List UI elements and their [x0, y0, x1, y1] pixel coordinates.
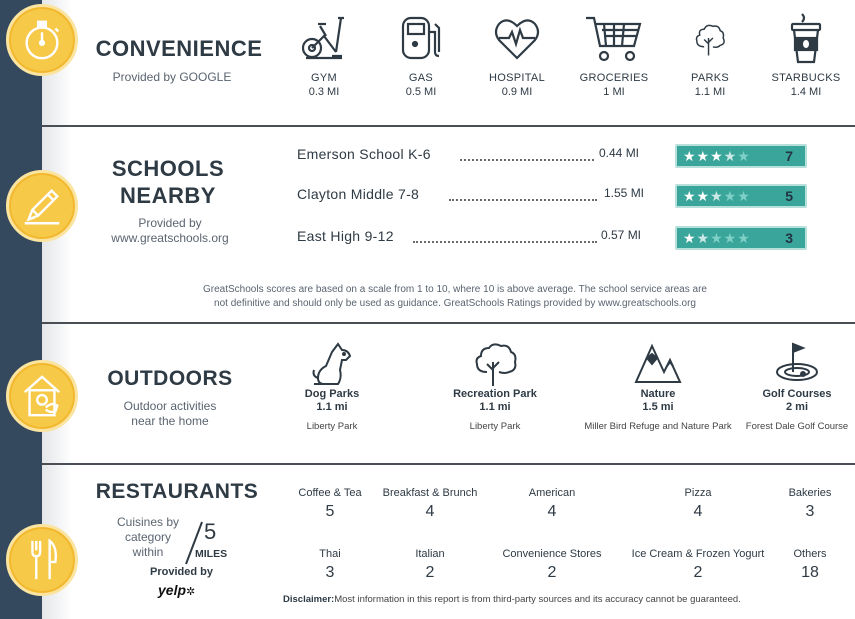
schools-note-line2: not definitive and should only be used as guidance. GreatSchools Ratings provided by www.greatschools.org	[214, 298, 696, 309]
school-name: East High 9-12	[297, 228, 394, 244]
restaurant-category-count: 4	[547, 503, 557, 520]
gas-pump-icon	[395, 12, 447, 64]
restaurant-category-count: 4	[693, 503, 703, 520]
restaurant-category	[504, 487, 600, 521]
conv-item-groceries	[574, 12, 654, 98]
outdoor-item-nature[interactable]	[584, 340, 732, 433]
radius-unit: MILES	[195, 548, 228, 560]
leader-dots	[449, 199, 597, 201]
outdoors-sub-line1: Outdoor activities	[123, 399, 217, 413]
conv-item-hospital	[477, 12, 557, 98]
schools-provider-line1: Provided by	[138, 216, 202, 230]
tree-icon	[691, 12, 729, 64]
rating-stars: ★★★★★	[683, 188, 751, 204]
restaurants-sub-line3: within	[132, 545, 164, 559]
rating-stars: ★★★★★	[683, 148, 751, 164]
conv-item-gym	[284, 12, 364, 98]
section-divider	[42, 463, 855, 465]
conv-item-gas	[381, 12, 461, 98]
conv-item-starbucks	[766, 12, 846, 98]
conv-name: GYM	[311, 72, 337, 84]
restaurants-title: RESTAURANTS	[95, 480, 259, 503]
golf-flag-icon	[773, 340, 821, 386]
disclaimer	[283, 594, 741, 605]
restaurant-category-count: 2	[547, 564, 557, 581]
dog-icon	[308, 340, 356, 386]
schools-note-line1: GreatSchools scores are based on a scale from 1 to 10, where 10 is above average. The school service areas are	[203, 284, 707, 295]
restaurants-sub-line2: category	[124, 530, 172, 544]
outdoor-item-golf-courses[interactable]	[738, 340, 855, 433]
restaurant-category-name: Pizza	[684, 487, 712, 499]
leader-dots	[460, 159, 594, 161]
outdoors-title: OUTDOORS	[107, 367, 233, 390]
school-distance: 1.55 MI	[604, 186, 645, 200]
school-rating-box	[675, 226, 807, 250]
conv-distance: 0.3 MI	[308, 86, 340, 98]
outdoor-distance: 1.1 mi	[479, 401, 511, 413]
fork-knife-icon	[6, 524, 78, 596]
restaurant-category-count: 18	[801, 564, 819, 581]
schools-provider-line2: www.greatschools.org	[111, 231, 229, 245]
restaurant-category-name: American	[528, 487, 576, 499]
exercise-bike-icon	[298, 12, 350, 64]
restaurant-category-count: 3	[805, 503, 815, 520]
conv-item-parks	[670, 12, 750, 98]
restaurant-category-count: 2	[693, 564, 703, 581]
outdoor-item-dog-parks[interactable]	[286, 340, 378, 433]
birdhouse-icon	[6, 360, 78, 432]
outdoor-place: Forest Dale Golf Course	[745, 421, 849, 432]
outdoor-name: Golf Courses	[762, 388, 832, 400]
convenience-title: CONVENIENCE	[95, 36, 263, 61]
section-divider	[42, 322, 855, 324]
outdoor-place: Miller Bird Refuge and Nature Park	[584, 421, 732, 432]
school-row[interactable]	[297, 226, 809, 250]
restaurant-category-name: Convenience Stores	[502, 548, 602, 560]
restaurant-category-name: Ice Cream & Frozen Yogurt	[631, 548, 765, 560]
school-rating: 5	[785, 188, 793, 204]
schools-provider	[98, 216, 242, 246]
restaurant-category-count: 5	[325, 503, 335, 520]
school-name: Emerson School K-6	[297, 146, 431, 162]
section-divider	[42, 125, 855, 127]
outdoors-subtitle	[100, 399, 240, 429]
restaurant-category-name: Italian	[415, 548, 445, 560]
conv-distance: 0.9 MI	[501, 86, 533, 98]
outdoor-place: Liberty Park	[469, 421, 521, 432]
outdoor-place: Liberty Park	[306, 421, 358, 432]
restaurant-category	[780, 548, 840, 582]
restaurant-category-count: 3	[325, 564, 335, 581]
school-name: Clayton Middle 7-8	[297, 186, 420, 202]
restaurant-category	[622, 548, 774, 582]
outdoor-name: Recreation Park	[453, 388, 537, 400]
restaurant-category-count: 4	[425, 503, 435, 520]
stopwatch-icon	[6, 4, 78, 76]
outdoor-distance: 2 mi	[785, 401, 808, 413]
mountains-icon	[634, 340, 682, 386]
rating-stars: ★★★★★	[683, 230, 751, 246]
restaurant-category	[300, 548, 360, 582]
school-row[interactable]	[297, 184, 809, 208]
restaurant-category-name: Others	[793, 548, 827, 560]
conv-name: GROCERIES	[579, 72, 649, 84]
school-distance: 0.44 MI	[599, 146, 640, 160]
yelp-logo-text: yelp	[158, 582, 187, 598]
shopping-cart-icon	[583, 12, 645, 64]
restaurant-category	[772, 487, 848, 521]
restaurant-category-name: Bakeries	[788, 487, 832, 499]
outdoor-name: Dog Parks	[304, 388, 360, 400]
conv-distance: 1 MI	[603, 86, 625, 98]
disclaimer-label: Disclaimer:	[283, 594, 335, 605]
school-rating-box	[675, 184, 807, 208]
conv-name: HOSPITAL	[489, 72, 545, 84]
school-distance: 0.57 MI	[601, 228, 642, 242]
conv-name: STARBUCKS	[771, 72, 841, 84]
outdoor-item-recreation-park[interactable]	[441, 340, 549, 433]
schools-title-line2: NEARBY	[120, 183, 216, 208]
conv-name: PARKS	[691, 72, 729, 84]
convenience-provider: Provided by GOOGLE	[112, 70, 232, 84]
school-row[interactable]	[297, 144, 809, 168]
restaurant-category	[660, 487, 736, 521]
outdoor-distance: 1.1 mi	[316, 401, 348, 413]
restaurant-category-count: 2	[425, 564, 435, 581]
pencil-icon	[6, 170, 78, 242]
school-rating-box	[675, 144, 807, 168]
school-rating: 3	[785, 230, 793, 246]
radius-value: 5	[204, 519, 217, 544]
restaurant-category-name: Breakfast & Brunch	[382, 487, 478, 499]
outdoor-distance: 1.5 mi	[642, 401, 674, 413]
yelp-burst-icon: ✲	[186, 586, 196, 598]
schools-title	[98, 155, 238, 209]
yelp-logo	[158, 582, 195, 598]
school-rating: 7	[785, 148, 793, 164]
conv-distance: 0.5 MI	[405, 86, 437, 98]
schools-title-line1: SCHOOLS	[111, 156, 225, 181]
restaurant-category	[374, 487, 486, 521]
restaurant-category-name: Coffee & Tea	[298, 487, 362, 499]
conv-name: GAS	[408, 72, 434, 84]
restaurants-sub-line1: Cuisines by	[116, 515, 180, 529]
conv-distance: 1.1 MI	[694, 86, 726, 98]
outdoors-sub-line2: near the home	[131, 414, 209, 428]
outdoor-name: Nature	[640, 388, 676, 400]
leader-dots	[413, 241, 597, 243]
provided-by-label: Provided by	[150, 566, 213, 578]
restaurant-category	[288, 487, 372, 521]
heartbeat-icon	[491, 12, 543, 64]
tree-icon	[471, 340, 519, 386]
restaurant-category	[492, 548, 612, 582]
schools-note	[150, 283, 760, 311]
conv-distance: 1.4 MI	[790, 86, 822, 98]
restaurant-category-name: Thai	[319, 548, 341, 560]
restaurant-category	[396, 548, 464, 582]
restaurants-subtitle	[108, 515, 188, 560]
disclaimer-text: Most information in this report is from third-party sources and its accuracy cannot be guaranteed.	[334, 594, 741, 605]
coffee-cup-icon	[780, 12, 832, 64]
